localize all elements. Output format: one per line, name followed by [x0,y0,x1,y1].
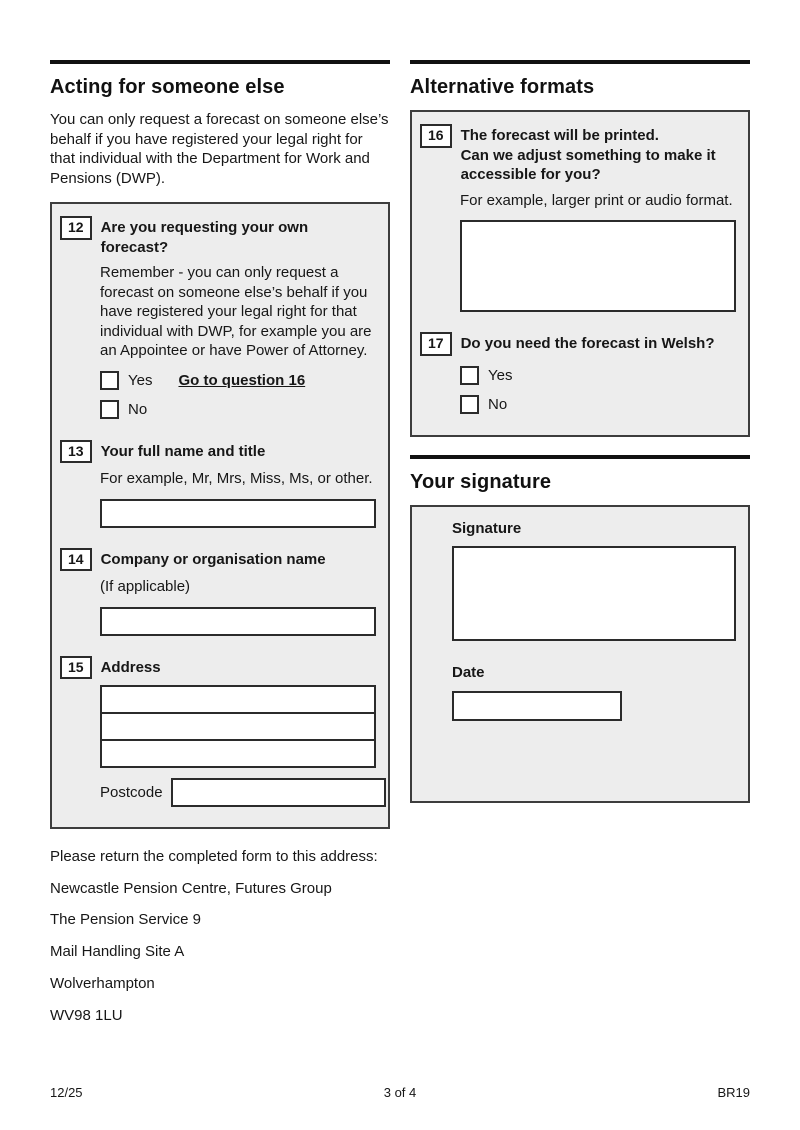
q12-goto-link: Go to question 16 [178,371,306,389]
q12-no-row [100,400,376,420]
acting-questions-box [50,202,390,829]
address-line-2-input[interactable] [100,712,376,741]
section-heading-acting: Acting for someone else [50,76,285,98]
return-address-line: Mail Handling Site A [50,943,185,961]
signature-box [410,505,750,803]
signature-label: Signature [452,519,522,537]
question-17-label: Do you need the forecast in Welsh? [460,335,715,352]
q17-yes-row [460,366,736,386]
question-14-hint: (If applicable) [100,578,191,595]
q12-no-label: No [128,401,148,418]
question-14 [60,548,378,636]
address-line-3-input[interactable] [100,739,376,768]
question-15-number: 15 [60,656,92,680]
question-14-label: Company or organisation name [100,550,326,568]
q17-yes-label: Yes [488,366,513,384]
question-13 [60,440,378,528]
q17-no-label: No [488,396,508,413]
question-16-number: 16 [420,124,452,148]
q12-yes-checkbox[interactable] [100,371,119,390]
question-16-label: The forecast will be printed. Can we adjust something to make it accessible for you? [460,127,716,183]
q17-yes-checkbox[interactable] [460,366,479,385]
date-label: Date [452,664,485,681]
page-number: 3 of 4 [383,1085,417,1100]
question-13-hint: For example, Mr, Mrs, Miss, Ms, or other. [100,470,373,487]
question-12-label: Are you requesting your own forecast? [100,219,309,256]
right-column [410,60,750,821]
q12-yes-row [100,371,376,391]
alternative-formats-box [410,110,750,437]
section-heading-signature: Your signature [410,470,552,493]
postcode-row [100,778,376,807]
question-12 [60,216,378,420]
full-name-input[interactable] [100,499,376,528]
return-address-block [50,847,390,1025]
footer-date-code: 12/25 [50,1085,83,1100]
postcode-input[interactable] [171,778,386,807]
q12-yes-label: Yes [128,371,153,389]
question-12-hint: Remember - you can only request a forecast on someone else’s behalf if you have registered your legal right for that individual with DWP, for example you are an Appointee or have Power of Attorney. [100,264,372,359]
date-input[interactable] [452,691,622,721]
q17-no-row [460,395,736,415]
section-rule [50,60,390,64]
left-column [50,60,390,1037]
question-15 [60,656,378,808]
question-13-label: Your full name and title [100,442,266,460]
section-rule [410,455,750,459]
question-17-number: 17 [420,332,452,356]
section-rule [410,60,750,64]
section-heading-alternative-formats: Alternative formats [410,76,595,98]
address-line-1-input[interactable] [100,685,376,714]
form-code: BR19 [717,1085,750,1100]
q12-no-checkbox[interactable] [100,400,119,419]
return-address-line: Newcastle Pension Centre, Futures Group [50,879,332,897]
accessibility-adjustment-input[interactable] [460,220,736,312]
question-15-label: Address [100,658,161,676]
return-address-line: Wolverhampton [50,974,155,992]
signature-input-area[interactable] [452,546,736,641]
return-address-line: WV98 1LU [50,1006,123,1024]
company-name-input[interactable] [100,607,376,636]
return-address-line: The Pension Service 9 [50,911,201,929]
question-12-number: 12 [60,216,92,240]
question-16 [420,124,738,312]
question-17 [420,332,738,415]
q17-no-checkbox[interactable] [460,395,479,414]
acting-intro-text: You can only request a forecast on someone else’s behalf if you have registered your legal right for that individual with the Department for Work and Pensions (DWP). [50,111,389,187]
question-16-hint: For example, larger print or audio format. [460,191,733,209]
question-14-number: 14 [60,548,92,572]
postcode-label: Postcode [100,783,163,801]
return-intro-text: Please return the completed form to this address: [50,848,378,865]
page-footer [50,1085,750,1102]
question-13-number: 13 [60,440,92,464]
